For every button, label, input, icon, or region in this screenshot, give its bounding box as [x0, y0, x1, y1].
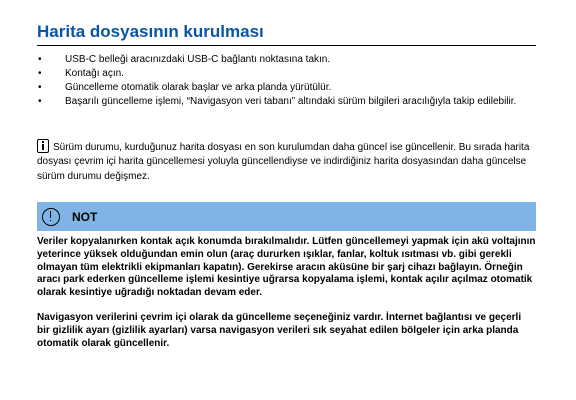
warning-icon — [42, 208, 60, 226]
bullet-icon: • — [38, 54, 42, 65]
list-item — [37, 54, 536, 67]
list-item — [37, 82, 536, 95]
list-item-text: Başarılı güncelleme işlemi, “Navigasyon veri tabanı” altındaki sürüm bilgileri aracılığıyla takip edilebilir. — [65, 96, 517, 107]
instruction-list — [37, 54, 536, 109]
bullet-icon: • — [38, 82, 42, 93]
note-paragraph: Navigasyon verilerini çevrim içi olarak da güncelleme seçeneğiniz vardır. İnternet bağlantısı ve geçerli bir gizlilik ayarı (gizlilik ayarları) varsa navigasyon verileri sık seyahat edilen bölgeler için arka planda otomatik olarak güncellenir. — [37, 311, 522, 349]
list-item-text: Kontağı açın. — [65, 68, 124, 79]
list-item-text: Güncelleme otomatik olarak başlar ve arka planda yürütülür. — [65, 82, 332, 93]
bullet-icon: • — [38, 96, 42, 107]
list-item — [37, 96, 536, 109]
note-paragraph: Veriler kopyalanırken kontak açık konumda bırakılmalıdır. Lütfen güncellemeyi yapmak için akü voltajının yeterince yüksek olduğundan emin olun (araç dururken ışıklar, fanlar, koltuk ısıtması vb. gibi gerekli olmayan tüm elektrikli ekipmanları kapatın). Gerekirse aracın aküsüne bir şarj cihazı bağlayın. Örneğin aracı park ederken güncelleme işlemi kesintiye uğrarsa kopyalama işlemi, kontak açılır açılmaz otomatik olarak kesintiye uğradığı noktadan devam eder. — [37, 236, 536, 299]
info-paragraph — [37, 139, 536, 185]
list-item — [37, 68, 536, 81]
info-icon — [37, 139, 49, 153]
section-title: Harita dosyasının kurulması — [37, 22, 536, 46]
document-page — [37, 22, 536, 350]
list-item-text: USB-C belleği aracınızdaki USB-C bağlantı noktasına takın. — [65, 54, 331, 65]
bullet-icon: • — [38, 68, 42, 79]
info-text: Sürüm durumu, kurduğunuz harita dosyası en son kurulumdan daha güncel ise güncellenir. Bu sırada harita dosyası çevrim içi harita güncellemesi yoluyla güncellendiyse ve indirdiğiniz harita dosyasından daha güncelse sürüm durumu değişmez. — [37, 141, 530, 182]
note-banner — [37, 202, 536, 231]
note-label: NOT — [72, 209, 98, 224]
